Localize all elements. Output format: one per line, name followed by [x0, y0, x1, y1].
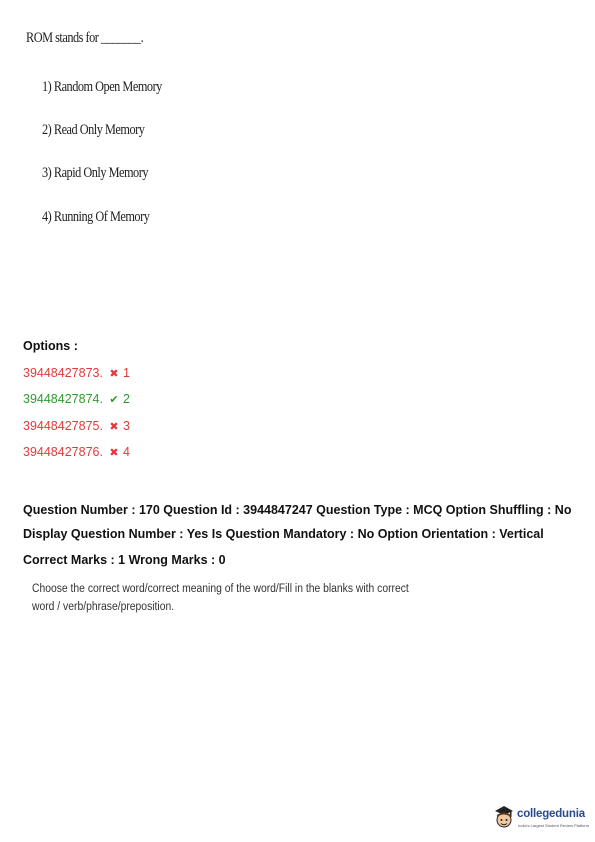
answer-option-row: [23, 419, 130, 433]
option-value: 1: [122, 366, 130, 380]
answer-option-row: [23, 366, 130, 380]
question-option-4: 4) Running Of Memory: [42, 209, 150, 225]
cross-icon: ✖: [109, 447, 119, 459]
option-id: 39448427875.: [23, 419, 103, 433]
question-option-3: 3) Rapid Only Memory: [42, 165, 148, 181]
answer-option-row: [23, 392, 130, 406]
option-value: 4: [122, 445, 130, 459]
question-marks: Correct Marks : 1 Wrong Marks : 0: [23, 553, 226, 567]
option-value: 2: [122, 392, 130, 406]
cross-icon: ✖: [109, 421, 119, 433]
question-instruction: Choose the correct word/correct meaning of the word/Fill in the blanks with correct word / verb/phrase/preposition.: [32, 583, 409, 613]
student-face-icon: [493, 803, 515, 831]
logo-tagline: India's Largest Student Review Platform: [518, 823, 590, 828]
logo-name: collegedunia: [517, 808, 585, 820]
collegedunia-logo: [493, 803, 588, 833]
option-id: 39448427873.: [23, 366, 103, 380]
question-meta-line-2: Display Question Number : Yes Is Question Mandatory : No Option Orientation : Vertical: [23, 527, 544, 541]
check-icon: ✔: [109, 394, 119, 406]
option-value: 3: [122, 419, 130, 433]
answer-option-row: [23, 445, 130, 459]
question-text: ROM stands for _______.: [26, 30, 144, 46]
question-image: [26, 30, 346, 225]
question-option-2: 2) Read Only Memory: [42, 122, 145, 138]
option-id: 39448427876.: [23, 445, 103, 459]
question-meta-line-1: Question Number : 170 Question Id : 3944847247 Question Type : MCQ Option Shuffling : No: [23, 503, 572, 517]
cross-icon: ✖: [109, 368, 119, 380]
question-option-1: 1) Random Open Memory: [42, 79, 162, 95]
options-heading: Options :: [23, 339, 78, 353]
option-id: 39448427874.: [23, 392, 103, 406]
